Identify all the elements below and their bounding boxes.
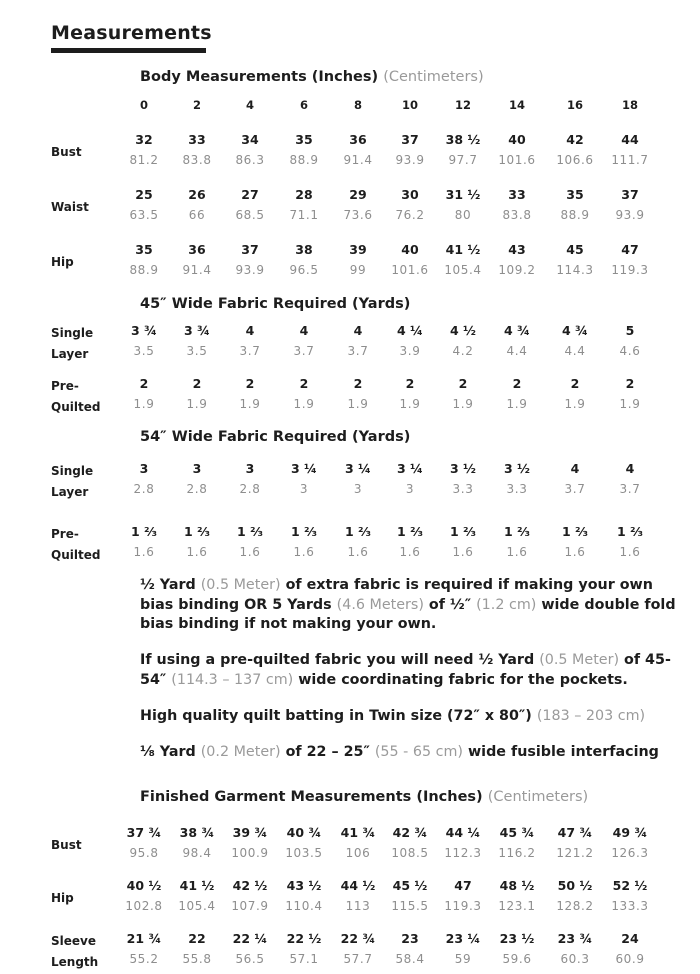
cm-value: 114.3: [556, 263, 594, 277]
cm-value: 86.3: [235, 153, 265, 167]
inch-value: 26: [188, 187, 206, 202]
yard-value: 1 ⅔: [131, 524, 157, 539]
cm-value: 119.3: [611, 263, 649, 277]
cm-value: 116.2: [498, 846, 536, 860]
cm-value: 60.9: [615, 952, 645, 966]
title-underline: [51, 48, 206, 53]
finished-measurements-heading: [140, 789, 588, 805]
meter-value: 1.9: [564, 397, 586, 411]
body-measurements-heading: [140, 69, 484, 85]
inch-value: 36: [188, 242, 206, 257]
inch-value: 34: [241, 132, 259, 147]
cm-value: 59: [454, 952, 472, 966]
meter-value: 1.9: [619, 397, 641, 411]
inch-value: 30: [401, 187, 419, 202]
yard-value: 3 ¾: [131, 323, 157, 338]
meter-value: 1.6: [347, 545, 369, 559]
inch-value: 23 ¾: [557, 931, 593, 946]
inch-value: 23 ½: [499, 931, 535, 946]
inch-value: 35: [135, 242, 153, 257]
yard-value: 4 ¾: [562, 323, 588, 338]
yard-value: 2: [625, 376, 635, 391]
size-cell: 12: [454, 98, 471, 112]
meter-value: 1.6: [619, 545, 641, 559]
yard-value: 3 ¼: [397, 461, 423, 476]
interfacing-note: ⅛ Yard (0.2 Meter) of 22 – 25″ (55 - 65 cm) wide fusible interfacing: [140, 744, 659, 760]
heading-sub: (Centimeters): [487, 789, 589, 805]
yard-value: 2: [299, 376, 309, 391]
cm-value: 133.3: [611, 899, 649, 913]
meter-value: 1.6: [133, 545, 155, 559]
inch-value: 31 ½: [445, 187, 481, 202]
inch-value: 40: [508, 132, 526, 147]
cm-value: 113: [345, 899, 371, 913]
meter-value: 3.3: [452, 482, 474, 496]
inch-value: 45 ½: [392, 878, 428, 893]
yard-value: 1 ⅔: [184, 524, 210, 539]
yard-value: 2: [512, 376, 522, 391]
inch-value: 38 ½: [445, 132, 481, 147]
inch-value: 48 ½: [499, 878, 535, 893]
inch-value: 40: [401, 242, 419, 257]
cm-value: 81.2: [129, 153, 159, 167]
size-cell: 14: [508, 98, 525, 112]
meter-value: 1.9: [133, 397, 155, 411]
inch-value: 42 ½: [232, 878, 268, 893]
cm-value: 66: [188, 208, 206, 222]
cm-value: 73.6: [343, 208, 373, 222]
inch-value: 33: [508, 187, 526, 202]
cm-value: 91.4: [182, 263, 212, 277]
prequilted-note: If using a pre-quilted fabric you will need ½ Yard (0.5 Meter) of 45-54″ (114.3 – 137 cm) wide coordinating fabric for the pockets.: [140, 652, 671, 688]
size-cell: 4: [245, 98, 254, 112]
meter-value: 3.5: [133, 344, 155, 358]
inch-value: 43 ½: [286, 878, 322, 893]
cm-value: 102.8: [125, 899, 163, 913]
inch-value: 41 ¾: [340, 825, 376, 840]
cm-value: 57.1: [289, 952, 319, 966]
meter-value: 3: [353, 482, 363, 496]
size-cell: 8: [353, 98, 362, 112]
cm-value: 91.4: [343, 153, 373, 167]
cm-value: 58.4: [395, 952, 425, 966]
cm-value: 63.5: [129, 208, 159, 222]
cm-value: 126.3: [611, 846, 649, 860]
row-label: Single: [51, 464, 94, 478]
cm-value: 93.9: [395, 153, 425, 167]
cm-value: 101.6: [498, 153, 536, 167]
inch-value: 37: [401, 132, 419, 147]
size-cell: 0: [139, 98, 148, 112]
meter-value: 3.9: [399, 344, 421, 358]
cm-value: 106: [345, 846, 371, 860]
inch-value: 40 ¾: [286, 825, 322, 840]
cm-value: 83.8: [182, 153, 212, 167]
cm-value: 121.2: [556, 846, 594, 860]
inch-value: 23: [401, 931, 419, 946]
row-label: Pre-: [51, 379, 79, 393]
cm-value: 111.7: [611, 153, 649, 167]
yard-value: 4: [625, 461, 635, 476]
inch-value: 22 ½: [286, 931, 322, 946]
inch-value: 22 ¼: [232, 931, 268, 946]
yard-value: 1 ⅔: [504, 524, 530, 539]
heading-sub: (Centimeters): [383, 69, 484, 85]
meter-value: 2.8: [133, 482, 155, 496]
inch-value: 44 ½: [340, 878, 376, 893]
meter-value: 2.8: [186, 482, 208, 496]
inch-value: 45: [566, 242, 584, 257]
inch-value: 44 ¼: [445, 825, 481, 840]
cm-value: 95.8: [129, 846, 159, 860]
yard-value: 3 ¼: [345, 461, 371, 476]
cm-value: 112.3: [444, 846, 482, 860]
yard-value: 1 ⅔: [345, 524, 371, 539]
inch-value: 47 ¾: [557, 825, 593, 840]
meter-value: 1.9: [506, 397, 528, 411]
cm-value: 56.5: [235, 952, 265, 966]
inch-value: 43: [508, 242, 526, 257]
meter-value: 1.9: [399, 397, 421, 411]
meter-value: 1.9: [239, 397, 261, 411]
inch-value: 41 ½: [179, 878, 215, 893]
inch-value: 22: [188, 931, 206, 946]
cm-value: 68.5: [235, 208, 265, 222]
inch-value: 39: [349, 242, 367, 257]
meter-value: 4.6: [619, 344, 641, 358]
inch-value: 23 ¼: [445, 931, 481, 946]
inch-value: 42: [566, 132, 584, 147]
meter-value: 3.7: [347, 344, 369, 358]
yard-value: 3: [192, 461, 202, 476]
inch-value: 41 ½: [445, 242, 481, 257]
inch-value: 38 ¾: [179, 825, 215, 840]
row-label: Hip: [51, 255, 74, 269]
row-label: Quilted: [51, 548, 101, 562]
inch-value: 37 ¾: [126, 825, 162, 840]
row-label: Layer: [51, 485, 89, 499]
yard-value: 4 ¾: [504, 323, 530, 338]
yard-value: 2: [570, 376, 580, 391]
yard-value: 3: [245, 461, 255, 476]
inch-value: 32: [135, 132, 153, 147]
cm-value: 103.5: [285, 846, 323, 860]
cm-value: 123.1: [498, 899, 536, 913]
row-label: Bust: [51, 838, 82, 852]
yard-value: 2: [192, 376, 202, 391]
cm-value: 101.6: [391, 263, 429, 277]
cm-value: 93.9: [235, 263, 265, 277]
cm-value: 105.4: [178, 899, 216, 913]
row-label: Layer: [51, 347, 89, 361]
inch-value: 22 ¾: [340, 931, 376, 946]
yard-value: 2: [405, 376, 415, 391]
yard-value: 1 ⅔: [617, 524, 643, 539]
inch-value: 37: [621, 187, 639, 202]
inch-value: 47: [454, 878, 472, 893]
cm-value: 97.7: [448, 153, 478, 167]
cm-value: 55.2: [129, 952, 159, 966]
yard-value: 3 ¼: [291, 461, 317, 476]
meter-value: 1.6: [506, 545, 528, 559]
inch-value: 47: [621, 242, 639, 257]
yard-value: 4: [245, 323, 255, 338]
inch-value: 38: [295, 242, 313, 257]
row-label: Hip: [51, 891, 74, 905]
row-label: Quilted: [51, 400, 101, 414]
cm-value: 99: [349, 263, 367, 277]
cm-value: 100.9: [231, 846, 269, 860]
yard-value: 2: [139, 376, 149, 391]
yard-value: 1 ⅔: [291, 524, 317, 539]
meter-value: 3.7: [293, 344, 315, 358]
cm-value: 106.6: [556, 153, 594, 167]
meter-value: 1.6: [564, 545, 586, 559]
cm-value: 108.5: [391, 846, 429, 860]
inch-value: 52 ½: [612, 878, 648, 893]
inch-value: 45 ¾: [499, 825, 535, 840]
heading-main: Body Measurements (Inches): [140, 69, 379, 85]
meter-value: 3.7: [619, 482, 641, 496]
yard-value: 3 ¾: [184, 323, 210, 338]
cm-value: 105.4: [444, 263, 482, 277]
yard-value: 4: [570, 461, 580, 476]
yard-value: 3 ½: [504, 461, 530, 476]
yard-value: 2: [458, 376, 468, 391]
batting-note: High quality quilt batting in Twin size (72″ x 80″) (183 – 203 cm): [140, 708, 646, 724]
meter-value: 3.5: [186, 344, 208, 358]
meter-value: 4.4: [506, 344, 528, 358]
meter-value: 1.6: [186, 545, 208, 559]
inch-value: 28: [295, 187, 313, 202]
inch-value: 39 ¾: [232, 825, 268, 840]
inch-value: 27: [241, 187, 259, 202]
cm-value: 109.2: [498, 263, 536, 277]
inch-value: 40 ½: [126, 878, 162, 893]
meter-value: 3: [405, 482, 415, 496]
cm-value: 88.9: [129, 263, 159, 277]
cm-value: 96.5: [289, 263, 319, 277]
inch-value: 35: [566, 187, 584, 202]
meter-value: 1.6: [293, 545, 315, 559]
binding-note: ½ Yard (0.5 Meter) of extra fabric is required if making your own bias binding OR 5 Yards (4.6 Meters) of ½″ (1.2 cm) wide double fold bias binding if not making your own.: [140, 577, 676, 632]
cm-value: 76.2: [395, 208, 425, 222]
row-label: Sleeve: [51, 934, 96, 948]
cm-value: 88.9: [560, 208, 590, 222]
yard-value: 1 ⅔: [397, 524, 423, 539]
yard-value: 4: [299, 323, 309, 338]
inch-value: 35: [295, 132, 313, 147]
cm-value: 59.6: [502, 952, 532, 966]
meter-value: 1.6: [399, 545, 421, 559]
meter-value: 1.9: [452, 397, 474, 411]
heading-main: Finished Garment Measurements (Inches): [140, 789, 483, 805]
size-cell: 16: [566, 98, 583, 112]
yard-value: 4: [353, 323, 363, 338]
meter-value: 1.9: [186, 397, 208, 411]
size-cell: 18: [621, 98, 638, 112]
meter-value: 4.2: [452, 344, 474, 358]
cm-value: 80: [454, 208, 472, 222]
row-label: Pre-: [51, 527, 79, 541]
row-label: Single: [51, 326, 94, 340]
size-cell: 2: [192, 98, 201, 112]
cm-value: 88.9: [289, 153, 319, 167]
cm-value: 60.3: [560, 952, 590, 966]
inch-value: 21 ¾: [126, 931, 162, 946]
meter-value: 3.7: [564, 482, 586, 496]
yard-value: 1 ⅔: [562, 524, 588, 539]
inch-value: 36: [349, 132, 367, 147]
yard-value: 1 ⅔: [450, 524, 476, 539]
yard-value: 3 ½: [450, 461, 476, 476]
meter-value: 3.7: [239, 344, 261, 358]
size-cell: 10: [401, 98, 418, 112]
inch-value: 25: [135, 187, 153, 202]
fabric-54-heading: 54″ Wide Fabric Required (Yards): [140, 429, 411, 445]
cm-value: 55.8: [182, 952, 212, 966]
yard-value: 2: [245, 376, 255, 391]
cm-value: 110.4: [285, 899, 323, 913]
inch-value: 44: [621, 132, 639, 147]
yard-value: 1 ⅔: [237, 524, 263, 539]
cm-value: 115.5: [391, 899, 429, 913]
meter-value: 1.9: [293, 397, 315, 411]
inch-value: 49 ¾: [612, 825, 648, 840]
yard-value: 4 ½: [450, 323, 476, 338]
yard-value: 4 ¼: [397, 323, 423, 338]
cm-value: 128.2: [556, 899, 594, 913]
cm-value: 119.3: [444, 899, 482, 913]
row-label: Length: [51, 955, 99, 969]
cm-value: 93.9: [615, 208, 645, 222]
meter-value: 1.6: [239, 545, 261, 559]
meter-value: 1.9: [347, 397, 369, 411]
cm-value: 71.1: [289, 208, 319, 222]
meter-value: 3: [299, 482, 309, 496]
cm-value: 98.4: [182, 846, 212, 860]
inch-value: 29: [349, 187, 367, 202]
inch-value: 50 ½: [557, 878, 593, 893]
row-label: Waist: [51, 200, 89, 214]
meter-value: 4.4: [564, 344, 586, 358]
size-cell: 6: [299, 98, 308, 112]
cm-value: 57.7: [343, 952, 373, 966]
yard-value: 3: [139, 461, 149, 476]
yard-value: 5: [625, 323, 635, 338]
meter-value: 3.3: [506, 482, 528, 496]
cm-value: 107.9: [231, 899, 269, 913]
cm-value: 83.8: [502, 208, 532, 222]
inch-value: 24: [621, 931, 639, 946]
inch-value: 42 ¾: [392, 825, 428, 840]
meter-value: 1.6: [452, 545, 474, 559]
inch-value: 33: [188, 132, 206, 147]
row-label: Bust: [51, 145, 82, 159]
fabric-45-heading: 45″ Wide Fabric Required (Yards): [140, 296, 411, 312]
inch-value: 37: [241, 242, 259, 257]
page-title: Measurements: [51, 22, 212, 44]
yard-value: 2: [353, 376, 363, 391]
meter-value: 2.8: [239, 482, 261, 496]
